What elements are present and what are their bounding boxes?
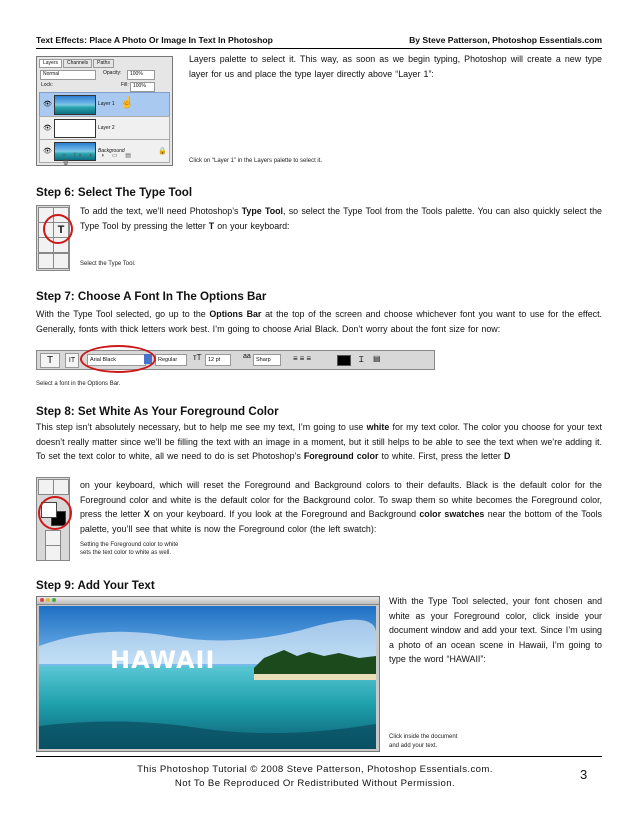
eyedropper-tool-icon[interactable] bbox=[38, 479, 54, 495]
hawaii-text-layer: HAWAII bbox=[110, 646, 216, 674]
step8-caption-line1: Setting the Foreground color to white bbox=[80, 542, 179, 548]
quick-mask-icon[interactable] bbox=[45, 530, 61, 546]
text-run: , so select the Type Tool from the Tools palette. You can also quickly select the Type Tool by pressing the letter bbox=[80, 206, 602, 231]
font-family-select[interactable]: Arial Black bbox=[87, 354, 146, 366]
step9-heading: Step 9: Add Your Text bbox=[36, 579, 155, 592]
palette-tabs bbox=[39, 59, 114, 68]
antialias-select[interactable]: Sharp bbox=[253, 354, 281, 366]
footer-rule bbox=[36, 756, 602, 757]
step8-caption-line2: sets the text color to white as well. bbox=[80, 550, 172, 556]
step8-heading: Step 8: Set White As Your Foreground Color bbox=[36, 405, 279, 418]
step9-caption-line1: Click inside the document bbox=[389, 734, 458, 740]
step9-caption-line2: and add your text. bbox=[389, 743, 438, 749]
zoom-tool-icon[interactable] bbox=[53, 479, 69, 495]
notes-tool-icon[interactable] bbox=[38, 253, 54, 269]
eye-icon[interactable]: 👁 bbox=[43, 125, 52, 132]
font-size-icon: ᴛT bbox=[193, 353, 202, 362]
running-header-title: Text Effects: Place A Photo Or Image In Text In Photoshop bbox=[36, 35, 273, 45]
text-run: near the bottom of the Tools palette, you’ll see that white is now the Foreground color (the left swatch): bbox=[80, 509, 602, 534]
step9-paragraph: With the Type Tool selected, your font chosen and white as your Foreground color, click inside your document window and add your text. Since I’m using a photo of an ocean scene in Hawaii, I’m going to type the word “HAWAII”: bbox=[389, 596, 602, 665]
layer-name: Background bbox=[98, 148, 125, 154]
close-icon[interactable] bbox=[40, 598, 44, 602]
zoom-window-icon[interactable] bbox=[52, 598, 56, 602]
layers-figure-caption: Click on “Layer 1” in the Layers palette to select it. bbox=[189, 158, 323, 164]
tab-paths[interactable]: Paths bbox=[93, 59, 114, 68]
intro-paragraph: Layers palette to select it. This way, as soon as we begin typing, Photoshop will create a new type layer for us and place the type layer directly above “Layer 1”: bbox=[189, 54, 602, 79]
step6-caption: Select the Type Tool. bbox=[80, 261, 136, 267]
bold-run: D bbox=[503, 451, 511, 462]
footer-line2: Not To Be Reproduced Or Redistributed Without Permission. bbox=[174, 778, 456, 789]
layer-name: Layer 1 bbox=[98, 101, 115, 107]
eye-icon[interactable]: 👁 bbox=[43, 148, 52, 155]
bold-run: color swatches bbox=[419, 509, 485, 520]
warp-text-icon[interactable]: Ɪ bbox=[359, 355, 364, 364]
running-header-author: By Steve Patterson, Photoshop Essentials.com bbox=[409, 35, 602, 45]
text-run: on your keyboard, which will reset the Foreground and Background colors to their defaults. Black is the default color for the Foreground color and white is the default color for the Background color. To swap them so white becomes the Foreground color, press the letter bbox=[80, 480, 602, 520]
step6-paragraph bbox=[80, 204, 602, 233]
step8-paragraph-rest bbox=[80, 478, 602, 536]
type-tool-icon[interactable]: T bbox=[53, 222, 69, 238]
step7-caption: Select a font in the Options Bar. bbox=[36, 381, 121, 387]
highlight-circle bbox=[38, 496, 72, 530]
layer-thumbnail bbox=[54, 119, 96, 138]
palette-bottom-icons[interactable]: ∞ fx ◐ ◑ ▭ ▤ 🗑 bbox=[62, 153, 134, 166]
layer-row-layer1[interactable] bbox=[39, 92, 170, 117]
ocean-photo[interactable] bbox=[39, 606, 376, 749]
align-buttons[interactable]: ≡≡≡ bbox=[293, 354, 314, 363]
font-style-select[interactable]: Regular bbox=[155, 354, 187, 366]
bold-run: Options Bar bbox=[209, 309, 262, 319]
antialias-icon: aa bbox=[243, 353, 251, 360]
document-window-figure bbox=[36, 596, 380, 752]
bold-run: T bbox=[208, 220, 215, 231]
type-tool-preset-icon[interactable]: T bbox=[40, 353, 60, 368]
opacity-field[interactable]: 100% bbox=[127, 70, 155, 80]
font-size-field[interactable]: 12 pt bbox=[205, 354, 231, 366]
lock-icon: 🔒 bbox=[158, 148, 167, 155]
fill-label: Fill: bbox=[121, 82, 129, 88]
header-rule bbox=[36, 48, 602, 49]
orientation-icon[interactable]: IT bbox=[65, 353, 79, 368]
character-palette-icon[interactable]: ▤ bbox=[373, 354, 381, 363]
text-run: With the Type Tool selected, go up to the bbox=[36, 309, 210, 319]
bold-run: X bbox=[143, 509, 150, 520]
fill-field[interactable]: 100% bbox=[130, 82, 155, 92]
text-run: on your keyboard: bbox=[214, 220, 290, 231]
tab-channels[interactable]: Channels bbox=[63, 59, 92, 68]
text-run: at the top of the screen and choose whichever font you want to use for the effect. Generally, fonts with thick letters work best. I’m going to choose Arial Black. Don’t worry about the font size for now: bbox=[36, 309, 602, 334]
text-run: to white. First, press the letter bbox=[378, 451, 504, 462]
step6-heading: Step 6: Select The Type Tool bbox=[36, 186, 193, 199]
layer-row-layer2[interactable] bbox=[39, 116, 170, 140]
layer-name: Layer 2 bbox=[98, 125, 115, 131]
highlight-circle bbox=[43, 214, 73, 244]
highlight-ellipse bbox=[80, 345, 156, 373]
screen-mode-icon[interactable] bbox=[45, 545, 61, 561]
eye-icon[interactable]: 👁 bbox=[43, 101, 52, 108]
page-number: 3 bbox=[580, 767, 588, 782]
layer-thumbnail bbox=[54, 95, 96, 115]
step7-heading: Step 7: Choose A Font In The Options Bar bbox=[36, 290, 267, 303]
text-run: This step isn’t absolutely necessary, but to help me see my text, I’m going to use bbox=[36, 422, 367, 432]
minimize-icon[interactable] bbox=[46, 598, 50, 602]
hand-cursor-icon: ☝ bbox=[120, 97, 134, 109]
lock-label: Lock: bbox=[41, 82, 53, 88]
step8-paragraph-top bbox=[36, 420, 602, 476]
bold-run: Type Tool bbox=[241, 206, 284, 216]
layers-palette-figure bbox=[36, 56, 173, 166]
bold-run: Foreground color bbox=[303, 451, 379, 462]
step7-paragraph bbox=[36, 307, 602, 336]
footer-copyright bbox=[100, 763, 530, 791]
eyedropper-tool-icon[interactable] bbox=[53, 253, 69, 269]
footer-line1: This Photoshop Tutorial © 2008 Steve Patterson, Photoshop Essentials.com. bbox=[137, 764, 493, 775]
tab-layers[interactable]: Layers bbox=[39, 59, 62, 68]
opacity-label: Opacity: bbox=[103, 70, 122, 76]
text-color-swatch[interactable] bbox=[337, 355, 351, 366]
blend-mode-select[interactable]: Normal bbox=[40, 70, 96, 80]
text-run: for my text color. The color you choose for your text doesn’t really matter since we’ll be filling the text with an image in a moment, but it still helps to be able to see the text when we’re adding it. To set the text color to white, all we need to do is set Photoshop’s bbox=[36, 422, 602, 462]
document-title-bar[interactable] bbox=[37, 597, 379, 605]
text-run: To add the text, we’ll need Photoshop’s bbox=[80, 206, 242, 216]
text-run: on your keyboard. If you look at the Foreground and Background bbox=[149, 509, 420, 520]
bold-run: white bbox=[366, 422, 390, 432]
